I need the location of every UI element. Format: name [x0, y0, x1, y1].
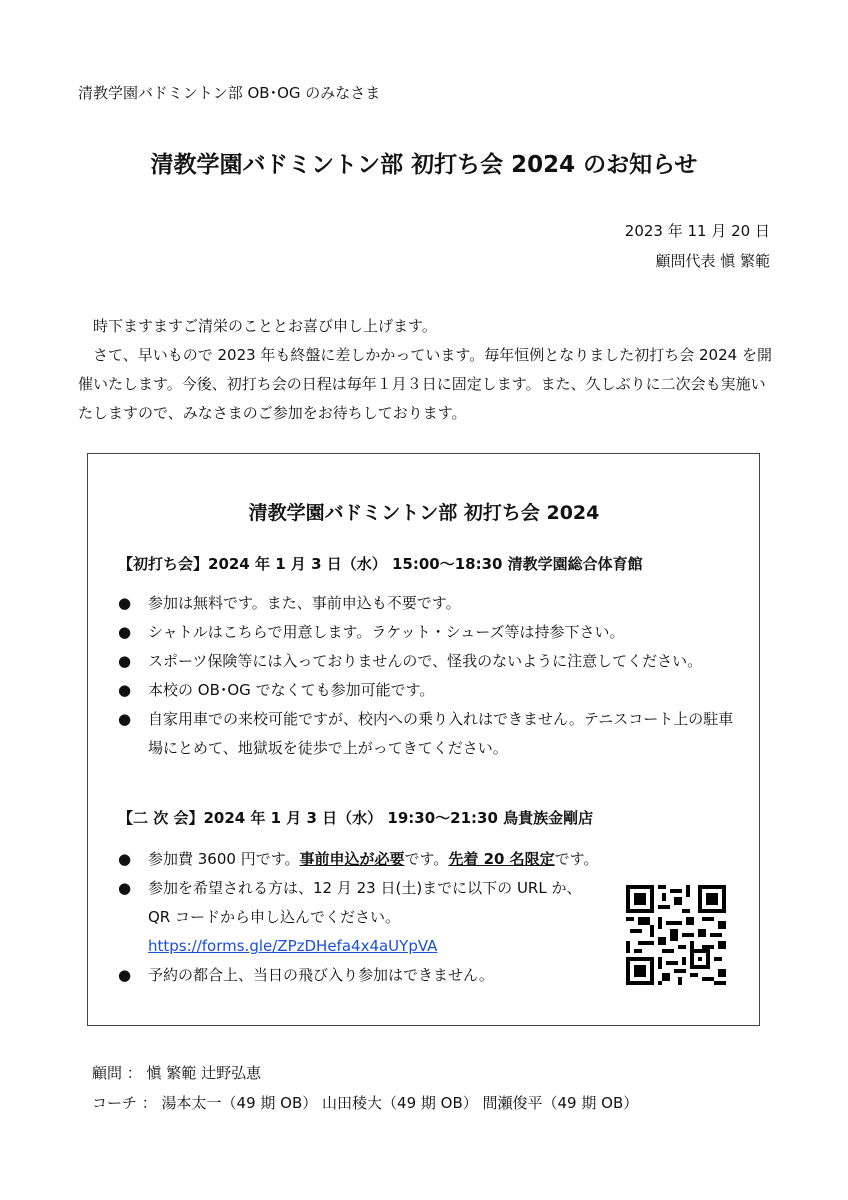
sender: 顧問代表 愼 繁範 [655, 252, 770, 270]
bullet-icon: ● [118, 652, 132, 670]
list-item: ● シャトルはこちらで用意します。ラケット・シューズ等は持参下さい。 [118, 618, 748, 647]
page-title: 清教学園バドミントン部 初打ち会 2024 のお知らせ [150, 152, 698, 178]
event-box-title: 清教学園バドミントン部 初打ち会 2024 [248, 502, 600, 524]
bullet-icon: ● [118, 879, 132, 897]
intro-text [78, 312, 772, 428]
bullet-icon: ● [118, 966, 132, 984]
list-item: ● 自家用車での来校可能ですが、校内への乗り入れはできません。テニスコート上の駐車場にとめて、地獄坂を徒歩で上がってきてください。 [118, 705, 748, 763]
bullet-icon: ● [118, 681, 132, 699]
limit-emphasis: 先着 20 名限定 [448, 850, 555, 868]
list-item: ● スポーツ保険等には入っておりませんので、怪我のないように注意してください。 [118, 647, 748, 676]
intro-greeting: 時下ますますご清栄のこととお喜び申し上げます。 [93, 317, 437, 335]
bullet-icon: ● [118, 594, 132, 612]
list-item: ● 予約の都合上、当日の飛び入り参加はできません。 [118, 961, 748, 990]
afterparty-list [118, 845, 598, 990]
requirement-emphasis: 事前申込が必要 [299, 850, 405, 868]
list-item: ● 本校の OB･OG でなくても参加可能です。 [118, 676, 748, 705]
list-item: ● 参加は無料です。また、事前申込も不要です。 [118, 589, 748, 618]
bullet-icon: ● [118, 710, 132, 728]
list-item: ● 参加費 3600 円です。事前申込が必要です。先着 20 名限定です。 [118, 845, 748, 874]
addressee: 清教学園バドミントン部 OB･OG のみなさま [78, 84, 381, 102]
signup-link[interactable]: https://forms.gle/ZPzDHefa4x4aUYpVA [148, 937, 438, 955]
intro-body: さて、早いもので 2023 年も終盤に差しかかっています。毎年恒例となりました初打ち会 2024 を開催いたします。今後、初打ち会の日程は毎年１月３日に固定します。また、久しぶりに二次会も実施いたしますので、みなさまのご参加をお待ちしております。 [78, 346, 772, 422]
bullet-icon: ● [118, 623, 132, 641]
section-practice-heading: 【初打ち会】2024 年 1 月 3 日（水） 15:00～18:30 清教学園総合体育館 [118, 555, 643, 573]
qr-code-icon[interactable] [626, 885, 726, 985]
coaches-line: コーチ ： 湯本太一（49 期 OB） 山田稜大（49 期 OB） 間瀬俊平（49 期 OB） [92, 1094, 639, 1112]
advisors-line: 顧問 ： 愼 繁範 辻野弘恵 [92, 1064, 262, 1082]
issue-date: 2023 年 11 月 20 日 [624, 222, 770, 240]
bullet-icon: ● [118, 850, 132, 868]
section-afterparty-heading: 【二 次 会】2024 年 1 月 3 日（水） 19:30～21:30 鳥貴族金剛店 [118, 809, 594, 827]
list-item: ● 参加を希望される方は、12 月 23 日(土)までに以下の URL か、QR コードから申し込んでください。 https://forms.gle/ZPzDHefa4x4aUYpVA [118, 874, 598, 961]
practice-list [118, 589, 748, 763]
